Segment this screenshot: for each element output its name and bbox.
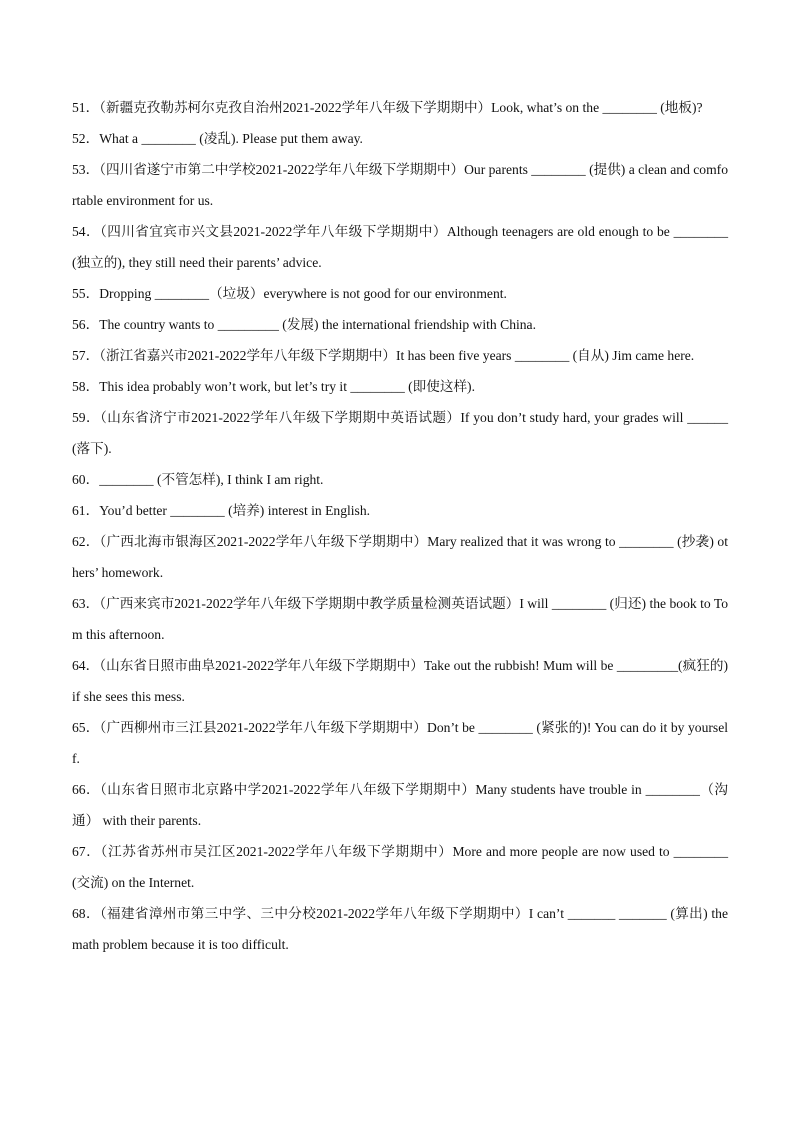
question-text: （江苏省苏州市吴江区2021-2022学年八年级下学期期中）More and more people are now used to ________ (交流) on the Internet. [72, 844, 728, 890]
question-item [72, 526, 728, 588]
question-list [72, 92, 728, 960]
question-text: What a ________ (凌乱). Please put them away. [99, 131, 363, 146]
question-text: The country wants to _________ (发展) the international friendship with China. [99, 317, 536, 332]
question-text: ________ (不管怎样), I think I am right. [99, 472, 324, 487]
question-item [72, 898, 728, 960]
question-text: （广西来宾市2021-2022学年八年级下学期期中教学质量检测英语试题）I will ________ (归还) the book to Tom this afternoon. [72, 596, 729, 642]
question-text: （广西柳州市三江县2021-2022学年八年级下学期期中）Don’t be ________ (紧张的)! You can do it by yourself. [72, 720, 729, 766]
question-number: 62． [72, 534, 100, 549]
question-number: 54． [72, 224, 101, 239]
question-item [72, 836, 728, 898]
question-text: Dropping ________（垃圾）everywhere is not good for our environment. [99, 286, 507, 301]
question-number: 65． [72, 720, 100, 735]
question-text: （山东省日照市北京路中学2021-2022学年八年级下学期期中）Many students have trouble in ________（沟通） with their parents. [72, 782, 729, 828]
question-number: 53． [72, 162, 100, 177]
question-item [72, 402, 728, 464]
question-number: 51． [72, 100, 100, 115]
question-number: 64． [72, 658, 100, 673]
question-text: （山东省济宁市2021-2022学年八年级下学期期中英语试题）If you don’t study hard, your grades will ______ (落下). [72, 410, 729, 456]
question-number: 55． [72, 286, 100, 301]
question-item [72, 123, 728, 154]
question-number: 67． [72, 844, 101, 859]
question-text: This idea probably won’t work, but let’s try it ________ (即使这样). [99, 379, 475, 394]
question-item [72, 154, 728, 216]
question-item [72, 650, 728, 712]
question-text: You’d better ________ (培养) interest in English. [99, 503, 371, 518]
question-number: 60． [72, 472, 100, 487]
question-text: （新疆克孜勒苏柯尔克孜自治州2021-2022学年八年级下学期期中）Look, what’s on the ________ (地板)? [99, 100, 703, 115]
question-item [72, 278, 728, 309]
question-text: （浙江省嘉兴市2021-2022学年八年级下学期期中）It has been five years ________ (自从) Jim came here. [99, 348, 695, 363]
question-item [72, 495, 728, 526]
question-number: 52． [72, 131, 100, 146]
question-text: （广西北海市银海区2021-2022学年八年级下学期期中）Mary realized that it was wrong to ________ (抄袭) others’ homework. [72, 534, 729, 580]
question-item [72, 309, 728, 340]
question-item [72, 340, 728, 371]
question-number: 61． [72, 503, 100, 518]
question-number: 59． [72, 410, 100, 425]
question-text: （山东省日照市曲阜2021-2022学年八年级下学期期中）Take out the rubbish! Mum will be _________(疯狂的) if she sees this mess. [72, 658, 729, 704]
question-item [72, 464, 728, 495]
question-item [72, 371, 728, 402]
question-item [72, 774, 728, 836]
question-number: 63． [72, 596, 100, 611]
question-number: 68． [72, 906, 100, 921]
question-item [72, 92, 728, 123]
question-text: （福建省漳州市第三中学、三中分校2021-2022学年八年级下学期期中）I can’t _______ _______ (算出) the math problem because it is too difficult. [72, 906, 729, 952]
question-number: 57． [72, 348, 100, 363]
question-item [72, 712, 728, 774]
question-item [72, 216, 728, 278]
question-item [72, 588, 728, 650]
question-text: （四川省宜宾市兴文县2021-2022学年八年级下学期期中）Although teenagers are old enough to be ________ (独立的), they still need their parents’ advice. [72, 224, 729, 270]
question-text: （四川省遂宁市第二中学校2021-2022学年八年级下学期期中）Our parents ________ (提供) a clean and comfortable environment for us. [72, 162, 728, 208]
question-number: 56． [72, 317, 100, 332]
question-number: 58． [72, 379, 100, 394]
question-number: 66． [72, 782, 101, 797]
